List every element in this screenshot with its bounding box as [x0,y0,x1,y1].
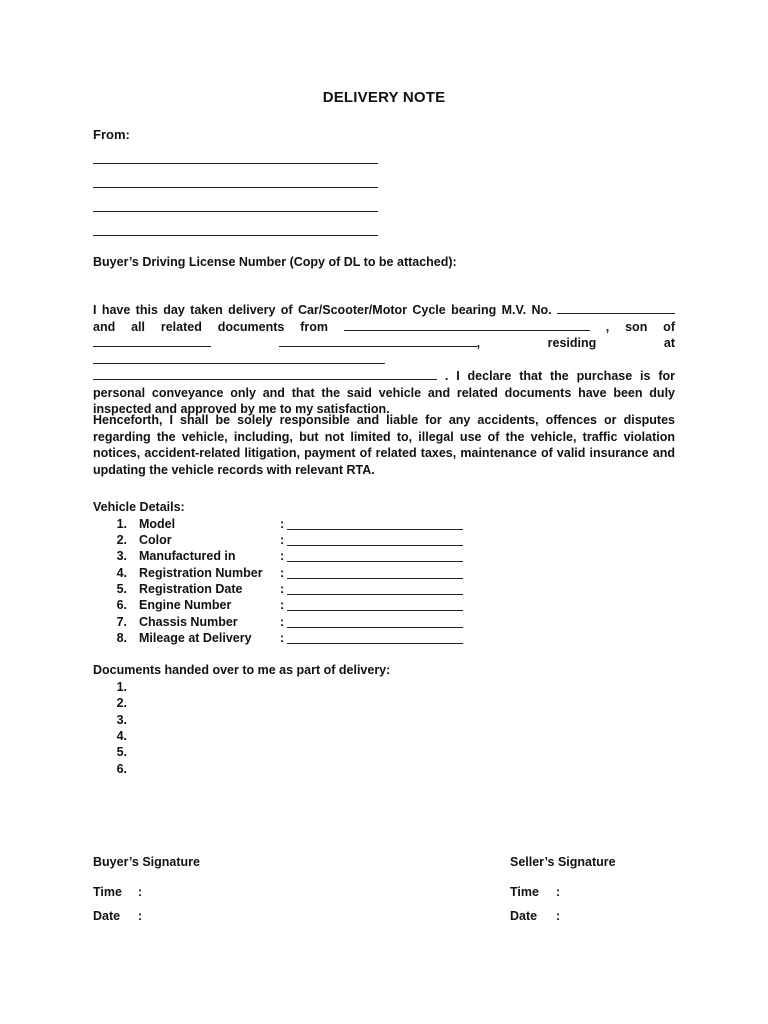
declaration-text-2: and all related documents from [93,319,329,334]
mv-number-field[interactable] [557,302,675,314]
field-label: Manufactured in [139,549,236,563]
declaration-text-3: , son of [605,319,675,334]
buyer-signature-label: Buyer’s Signature [93,855,200,869]
field-label: Registration Date [139,582,243,596]
field-label: Engine Number [139,598,232,612]
vehicle-detail-row [93,615,493,631]
seller-name-field[interactable] [344,319,590,331]
vehicle-detail-row [93,631,493,647]
registration-date-field[interactable] [287,594,463,595]
from-label: From: [93,127,130,142]
field-label: Registration Number [139,566,263,580]
colon: : [280,549,285,563]
list-number: 1. [116,517,127,531]
residing-at-field-continued[interactable] [93,368,437,380]
vehicle-detail-row [93,517,493,533]
document-list-item[interactable]: 6. [116,762,127,776]
declaration-text-5: . I declare that the purchase is for personal conveyance only and that the said vehicle and related documents have been duly inspected and approved by me to my satisfaction. [93,369,675,416]
son-of-field-continued[interactable] [279,335,477,347]
vehicle-detail-row [93,549,493,565]
buyer-time-label: Time [93,885,122,899]
chassis-number-field[interactable] [287,627,463,628]
from-line-4[interactable] [93,235,378,236]
document-list-item[interactable]: 1. [116,680,127,694]
colon: : [280,533,285,547]
field-label: Model [139,517,176,531]
son-of-field[interactable] [93,335,211,347]
residing-at-field[interactable] [93,352,385,364]
color-field[interactable] [287,545,463,546]
documents-label: Documents handed over to me as part of delivery: [93,663,391,677]
model-field[interactable] [287,529,463,530]
document-title: DELIVERY NOTE [322,89,446,106]
vehicle-detail-row [93,533,493,549]
vehicle-detail-row [93,566,493,582]
colon: : [280,598,285,612]
field-label: Color [139,533,172,547]
colon: : [280,566,285,580]
engine-number-field[interactable] [287,610,463,611]
mileage-at-delivery-field[interactable] [287,643,463,644]
seller-time-colon: : [556,885,561,899]
document-list-item[interactable]: 4. [116,729,127,743]
declaration-text-4: , residing at [476,336,675,350]
manufactured-in-field[interactable] [287,561,463,562]
seller-time-label: Time [510,885,539,899]
document-list-item[interactable]: 3. [116,713,127,727]
list-number: 3. [116,549,127,563]
from-line-2[interactable] [93,187,378,188]
driving-license-label: Buyer’s Driving License Number (Copy of DL to be attached): [93,255,457,269]
from-line-1[interactable] [93,163,378,164]
colon: : [280,582,285,596]
document-list-item[interactable]: 2. [116,696,127,710]
responsibility-paragraph: Henceforth, I shall be solely responsible and liable for any accidents, offences or disputes regarding the vehicle, including, but not limited to, illegal use of the vehicle, traffic violation notices, accident-related litigation, payment of related taxes, maintenance of valid insurance and updating the vehicle records with relevant RTA. [93,413,675,477]
buyer-date-label: Date [93,909,121,923]
buyer-time-colon: : [138,885,143,899]
list-number: 7. [116,615,127,629]
registration-number-field[interactable] [287,578,463,579]
seller-date-colon: : [556,909,561,923]
colon: : [280,615,285,629]
list-number: 5. [116,582,127,596]
field-label: Chassis Number [139,615,238,629]
vehicle-detail-row [93,598,493,614]
field-label: Mileage at Delivery [139,631,252,645]
list-number: 6. [116,598,127,612]
seller-signature-label: Seller’s Signature [510,855,616,869]
list-number: 4. [116,566,127,580]
from-line-3[interactable] [93,211,378,212]
colon: : [280,631,285,645]
seller-date-label: Date [510,909,538,923]
delivery-declaration-paragraph [93,302,675,418]
list-number: 8. [116,631,127,645]
declaration-text-1: I have this day taken delivery of Car/Scooter/Motor Cycle bearing M.V. No. [93,303,552,317]
colon: : [280,517,285,531]
list-number: 2. [116,533,127,547]
vehicle-details-label: Vehicle Details: [93,500,185,514]
buyer-date-colon: : [138,909,143,923]
document-list-item[interactable]: 5. [116,745,127,759]
vehicle-detail-row [93,582,493,598]
